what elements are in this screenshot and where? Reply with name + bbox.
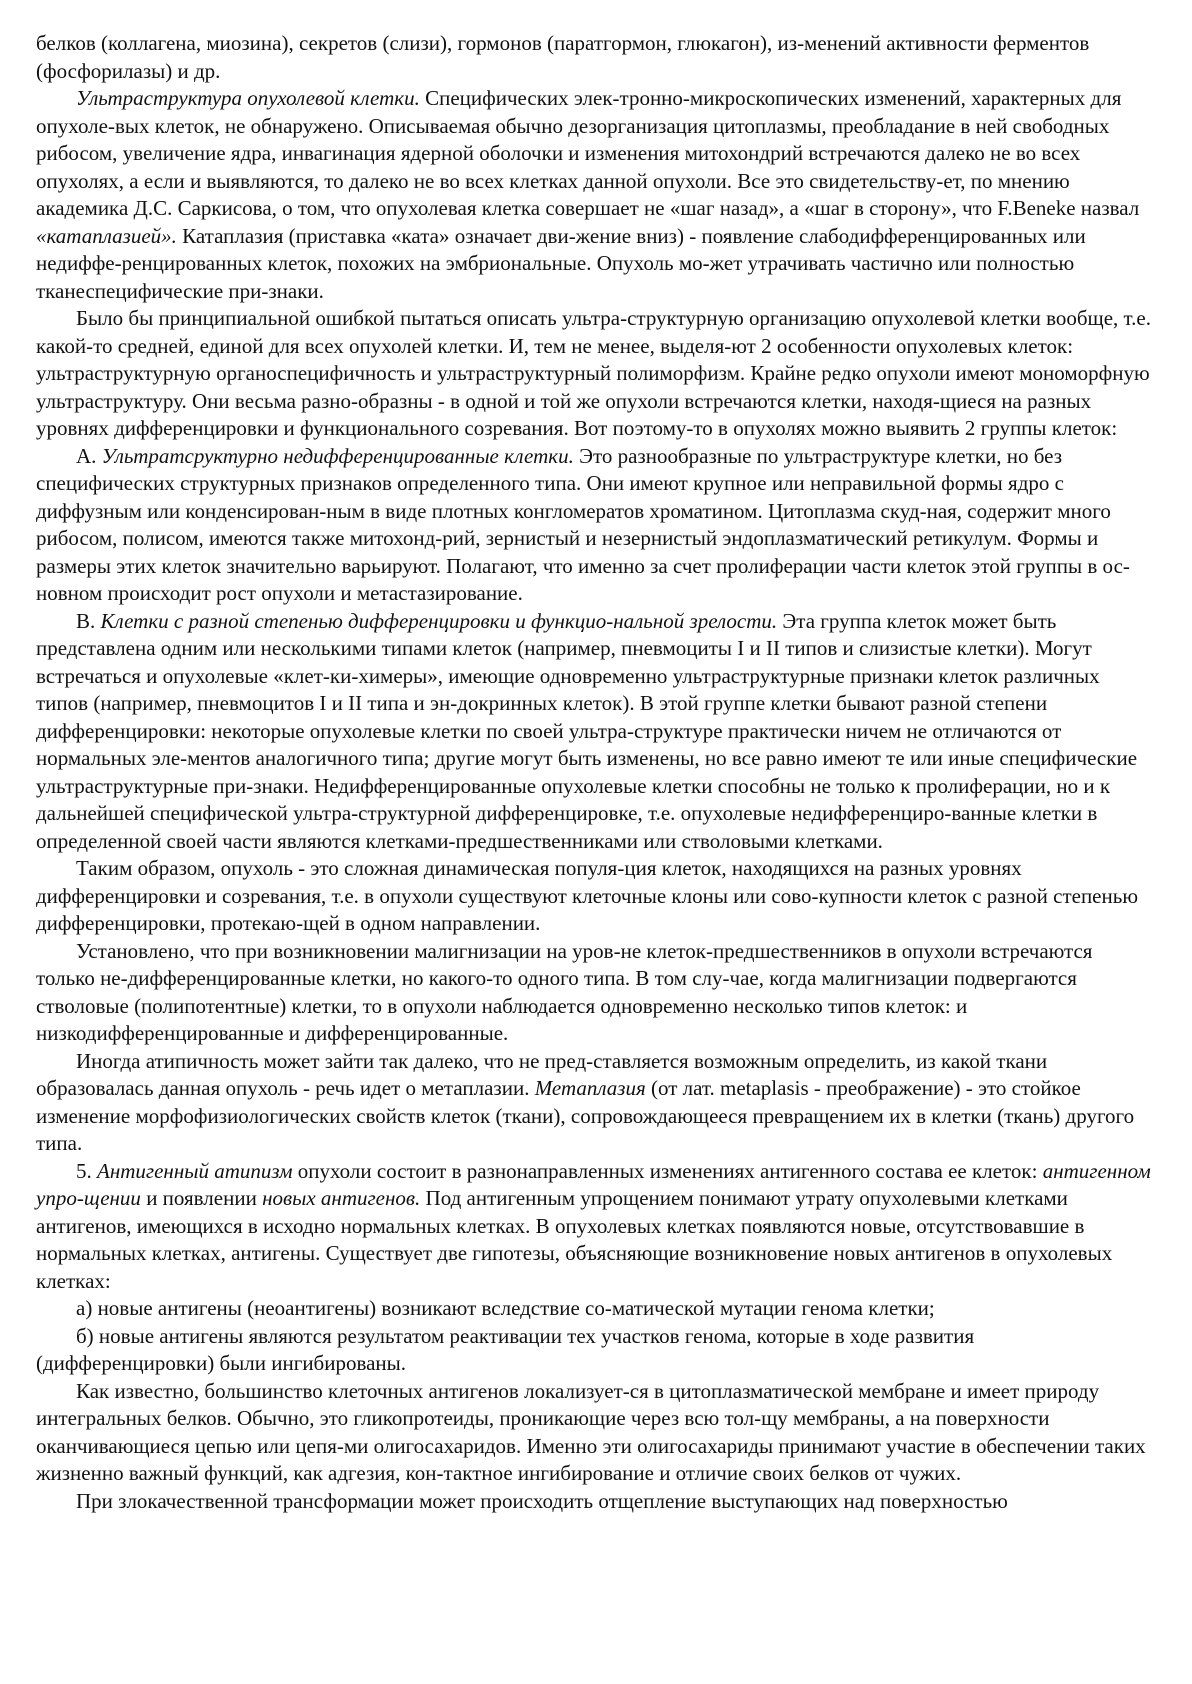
- text-span: а) новые антигены (неоантигены) возникают вследствие со-матической мутации генома клетки;: [76, 1296, 935, 1320]
- italic-text: антигенном упро-щении: [36, 1158, 1151, 1210]
- text-span: В.: [76, 608, 101, 633]
- text-span: Специфических элек-тронно-микроскопических изменений, характерных для опухоле-вых клеток, не обнаружено. Описываемая обычно дезорганизация цитоплазмы, преобладание в ней свободных рибосом, увеличение ядра, инвагинация ядерной оболочки и изменения митохондрий встречаются далеко не во всех опухолях, а если и выявляются, то далеко не во всех клетках данной опухоли. Все это свидетельству-ет, по мнению академика Д.С. Саркисова, о том, что опухолевая клетка совершает не «шаг назад», а «шаг в сторону», что F.Beneke назвал: [36, 86, 1140, 220]
- text-span: Под антигенным упрощением понимают утрату опухолевыми клетками антигенов, имеющихся в исходно нормальных клетках. В опухолевых клетках появляются новые, отсутствовавшие в нормальных клетках, антигены. Существует две гипотезы, объясняющие возникновение новых антигенов в опухолевых клетках:: [36, 1186, 1113, 1293]
- italic-text: Клетки с разной степенью дифференцировки и функцио-нальной зрелости.: [100, 608, 778, 633]
- paragraph: [36, 305, 1156, 443]
- italic-text: Ультраструктура опухолевой клетки.: [76, 86, 420, 110]
- text-span: (от лат. metaplasis - преображение) - это стойкое изменение морфофизиологических свойств клеток (ткани), сопровождающееся превращением их в клетки (ткань) другого типа.: [36, 1076, 1135, 1155]
- text-span: При злокачественной трансформации может происходить отщепление выступающих над поверхностью: [76, 1488, 1008, 1513]
- italic-text: Метаплазия: [534, 1076, 646, 1100]
- text-span: белков (коллагена, миозина), секретов (слизи), гормонов (паратгормон, глюкагон), из-менений активности ферментов (фосфорилазы) и др.: [36, 31, 1090, 83]
- text-span: Катаплазия (приставка «ката» означает дви-жение вниз) - появление слабодифференцированных или недиффе-ренцированных клеток, похожих на эмбриональные. Опухоль мо-жет утрачивать частично или полностью тканеспецифические при-знаки.: [36, 223, 1086, 303]
- paragraph: [36, 1323, 1156, 1378]
- text-span: и появлении: [140, 1186, 263, 1210]
- text-span: Эта группа клеток может быть представлена одним или несколькими типами клеток (например, пневмоциты I и II типов и слизистые клетки). Могут встречаться и опухолевые «клет-ки-химеры», имеющие одновременно ультраструктурные признаки клеток различных типов (например, пневмоцитов I и II типа и эн-докринных клеток). В этой группе клетки бывают разной степени дифференцировки: некоторые опухолевые клетки по своей ультра-структуре практически ничем не отличаются от нормальных эле-ментов аналогичного типа; другие могут быть изменены, но все равно имеют те или иные специфические ультраструктурные при-знаки. Недифференцированные опухолевые клетки способны не только к пролиферации, но и к дальнейшей специфической ультра-структурной дифференцировке, т.е. опухолевые недифференциро-ванные клетки в определенной своей части являются клетками-предшественниками или стволовыми клетками.: [36, 608, 1138, 853]
- paragraph: [36, 938, 1156, 1048]
- paragraph: [36, 443, 1156, 608]
- text-span: Как известно, большинство клеточных антигенов локализует-ся в цитоплазматической мембране и имеет природу интегральных белков. Обычно, это гликопротеиды, проникающие через всю тол-щу мембраны, а на поверхности оканчивающиеся цепью или цепя-ми олигосахаридов. Именно эти олигосахариды принимают участие в обеспечении таких жизненно важный функций, как адгезия, кон-тактное ингибирование и отличие своих белков от чужих.: [36, 1378, 1146, 1485]
- italic-text: Антигенный атипизм: [97, 1158, 293, 1183]
- italic-text: Ультратсруктурно недифференцированные клетки.: [101, 443, 574, 468]
- paragraph: [36, 855, 1156, 938]
- paragraph: [36, 85, 1156, 305]
- paragraph: [36, 1378, 1156, 1488]
- paragraph: [36, 30, 1156, 85]
- text-span: Иногда атипичность может зайти так далеко, что не пред-ставляется возможным определить, из какой ткани образовалась данная опухоль - речь идет о метаплазии.: [36, 1048, 1048, 1100]
- text-span: Установлено, что при возникновении малигнизации на уров-не клеток-предшественников в опухоли встречаются только не-дифференцированные клетки, но какого-то одного типа. В том слу-чае, когда малигнизации подвергаются стволовые (полипотентные) клетки, то в опухоли наблюдается одновременно несколько типов клеток: и низкодифференцированные и дифференцированные.: [36, 938, 1093, 1045]
- text-span: Таким образом, опухоль - это сложная динамическая популя-ция клеток, находящихся на разных уровнях дифференцировки и созревания, т.е. в опухоли существуют клеточные клоны или сово-купности клеток с разной степенью дифференцировки, протекаю-щей в одном направлении.: [36, 856, 1139, 935]
- text-span: Было бы принципиальной ошибкой пытаться описать ультра-структурную организацию опухолевой клетки вообще, т.е. какой-то средней, единой для всех опухолей клетки. И, тем не менее, выделя-ют 2 особенности опухолевых клеток: ультраструктурную органоспецифичность и ультраструктурный полиморфизм. Крайне редко опухоли имеют мономорфную ультраструктуру. Они весьма разно-образны - в одной и той же опухоли встречаются клетки, находя-щиеся на разных уровнях дифференцировки и функционального созревания. Вот поэтому-то в опухолях можно выявить 2 группы клеток:: [36, 306, 1151, 440]
- paragraph: [36, 1295, 1156, 1323]
- text-span: 5.: [76, 1158, 97, 1183]
- text-span: опухоли состоит в разнонаправленных изменениях антигенного состава ее клеток:: [292, 1158, 1043, 1183]
- text-span: А.: [76, 443, 102, 468]
- text-span: Это разнообразные по ультраструктуре клетки, но без специфических структурных признаков определенного типа. Они имеют крупное или неправильной формы ядро с диффузным или конденсирован-ным в виде плотных конгломератов хроматином. Цитоплазма скуд-ная, содержит много рибосом, полисом, имеются также митохонд-рий, зернистый и незернистый эндоплазматический ретикулум. Формы и размеры этих клеток значительно варьируют. Полагают, что именно за счет пролиферации части клеток этой группы в ос-новном происходит рост опухоли и метастазирование.: [36, 443, 1130, 605]
- paragraph: [36, 1048, 1156, 1158]
- italic-text: новых антигенов.: [262, 1186, 421, 1210]
- italic-text: «катаплазией».: [36, 223, 177, 248]
- text-span: б) новые антигены являются результатом реактивации тех участков генома, которые в ходе развития (дифференцировки) были ингибированы.: [36, 1323, 975, 1375]
- paragraph: [36, 608, 1156, 856]
- paragraph: [36, 1158, 1156, 1296]
- paragraph: [36, 1488, 1156, 1516]
